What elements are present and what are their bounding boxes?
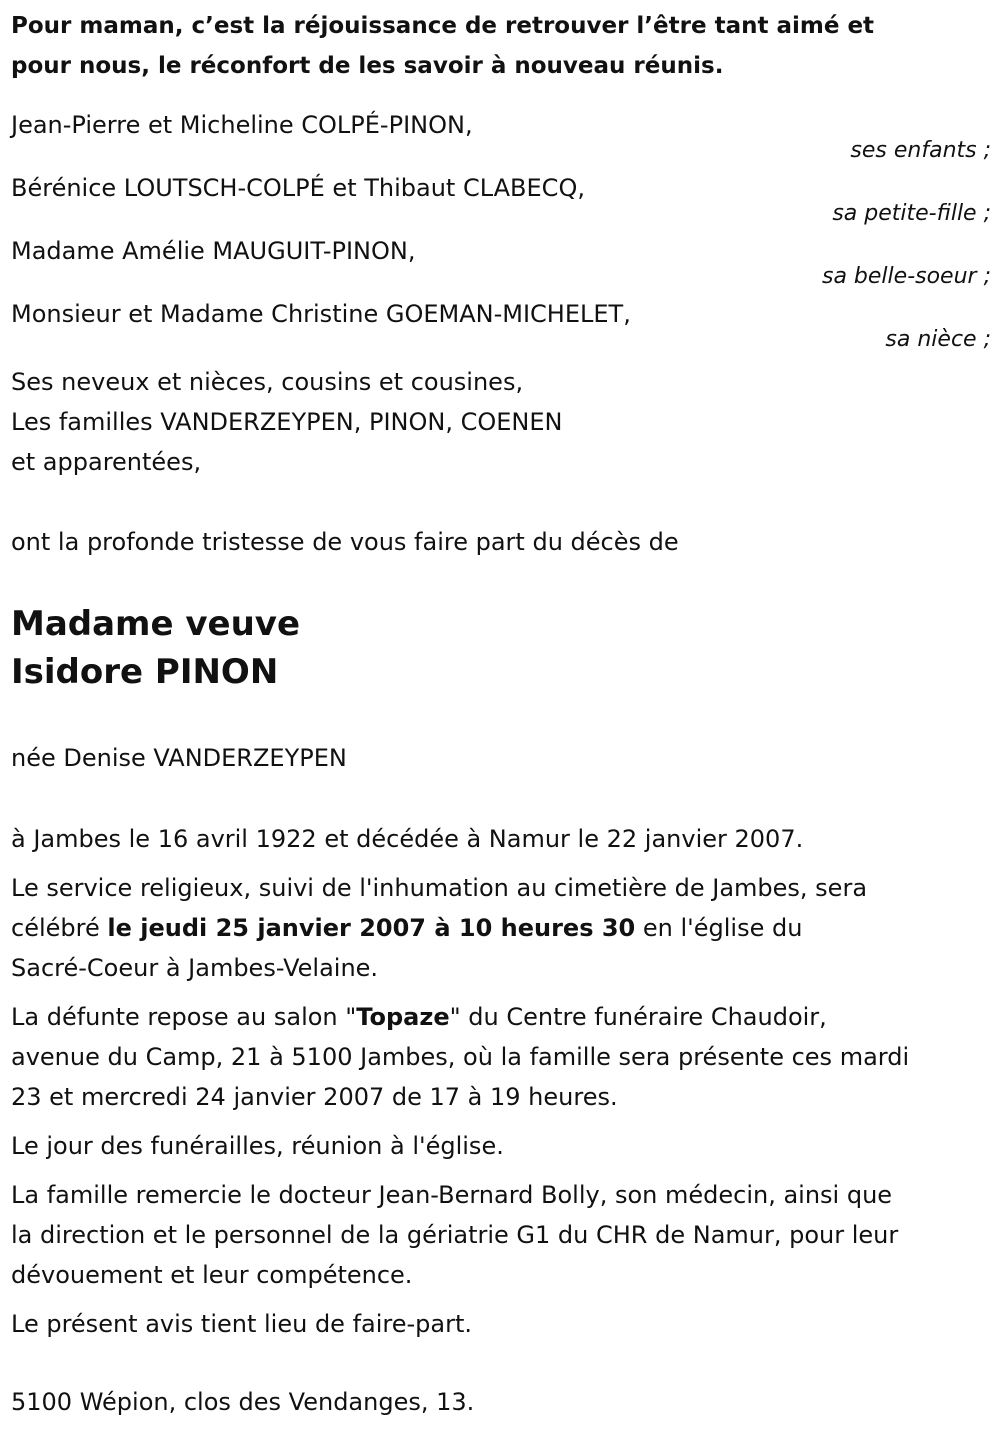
family-name: Monsieur et Madame Christine GOEMAN-MICHELET, bbox=[11, 300, 631, 328]
notice-text: Le présent avis tient lieu de faire-part. bbox=[11, 1310, 473, 1338]
family-role: sa belle-soeur ; bbox=[822, 264, 991, 289]
obituary-notice bbox=[11, 6, 991, 1422]
relatives-line-1: Ses neveux et nièces, cousins et cousines, bbox=[11, 368, 524, 396]
service-line-2-post: en l'église du bbox=[635, 914, 803, 942]
relatives-line-2: Les familles VANDERZEYPEN, PINON, COENEN bbox=[11, 408, 563, 436]
family-role: sa petite-fille ; bbox=[832, 201, 991, 226]
family-entry bbox=[11, 173, 991, 236]
family-name: Bérénice LOUTSCH-COLPÉ et Thibaut CLABECQ, bbox=[11, 174, 585, 202]
family-entry bbox=[11, 110, 991, 173]
family-list bbox=[11, 110, 991, 362]
service-paragraph bbox=[11, 868, 991, 988]
relatives-line-3: et apparentées, bbox=[11, 448, 202, 476]
deceased-line-1: Madame veuve bbox=[11, 604, 301, 644]
family-role: ses enfants ; bbox=[850, 138, 991, 163]
thanks-paragraph bbox=[11, 1175, 991, 1295]
intro-line-2: pour nous, le réconfort de les savoir à nouveau réunis. bbox=[11, 53, 724, 79]
family-name: Madame Amélie MAUGUIT-PINON, bbox=[11, 237, 416, 265]
deceased-line-2: Isidore PINON bbox=[11, 652, 279, 692]
funeral-day-text: Le jour des funérailles, réunion à l'église. bbox=[11, 1132, 504, 1160]
repose-line-1-pre: La défunte repose au salon " bbox=[11, 1003, 357, 1031]
thanks-line-3: dévouement et leur compétence. bbox=[11, 1261, 413, 1289]
thanks-line-2: la direction et le personnel de la gériatrie G1 du CHR de Namur, pour leur bbox=[11, 1221, 899, 1249]
announcement-text: ont la profonde tristesse de vous faire part du décès de bbox=[11, 528, 679, 556]
thanks-line-1: La famille remercie le docteur Jean-Bernard Bolly, son médecin, ainsi que bbox=[11, 1181, 893, 1209]
dates-text: à Jambes le 16 avril 1922 et décédée à Namur le 22 janvier 2007. bbox=[11, 825, 804, 853]
salon-name: Topaze bbox=[356, 1003, 450, 1031]
repose-line-2: avenue du Camp, 21 à 5100 Jambes, où la famille sera présente ces mardi bbox=[11, 1043, 910, 1071]
service-line-1: Le service religieux, suivi de l'inhumation au cimetière de Jambes, sera bbox=[11, 874, 868, 902]
birth-name: née Denise VANDERZEYPEN bbox=[11, 744, 347, 772]
family-role: sa nièce ; bbox=[885, 327, 991, 352]
intro-text bbox=[11, 6, 991, 86]
repose-line-3: 23 et mercredi 24 janvier 2007 de 17 à 19 heures. bbox=[11, 1083, 618, 1111]
deceased-name bbox=[11, 600, 991, 696]
address-text: 5100 Wépion, clos des Vendanges, 13. bbox=[11, 1388, 475, 1416]
repose-paragraph bbox=[11, 997, 991, 1117]
service-datetime: le jeudi 25 janvier 2007 à 10 heures 30 bbox=[107, 914, 636, 942]
repose-line-1-post: " du Centre funéraire Chaudoir, bbox=[449, 1003, 827, 1031]
family-entry bbox=[11, 236, 991, 299]
family-entry bbox=[11, 299, 991, 362]
relatives-block bbox=[11, 362, 991, 482]
intro-line-1: Pour maman, c’est la réjouissance de retrouver l’être tant aimé et bbox=[11, 13, 875, 39]
service-line-2-pre: célébré bbox=[11, 914, 108, 942]
family-name: Jean-Pierre et Micheline COLPÉ-PINON, bbox=[11, 111, 473, 139]
service-line-3: Sacré-Coeur à Jambes-Velaine. bbox=[11, 954, 379, 982]
